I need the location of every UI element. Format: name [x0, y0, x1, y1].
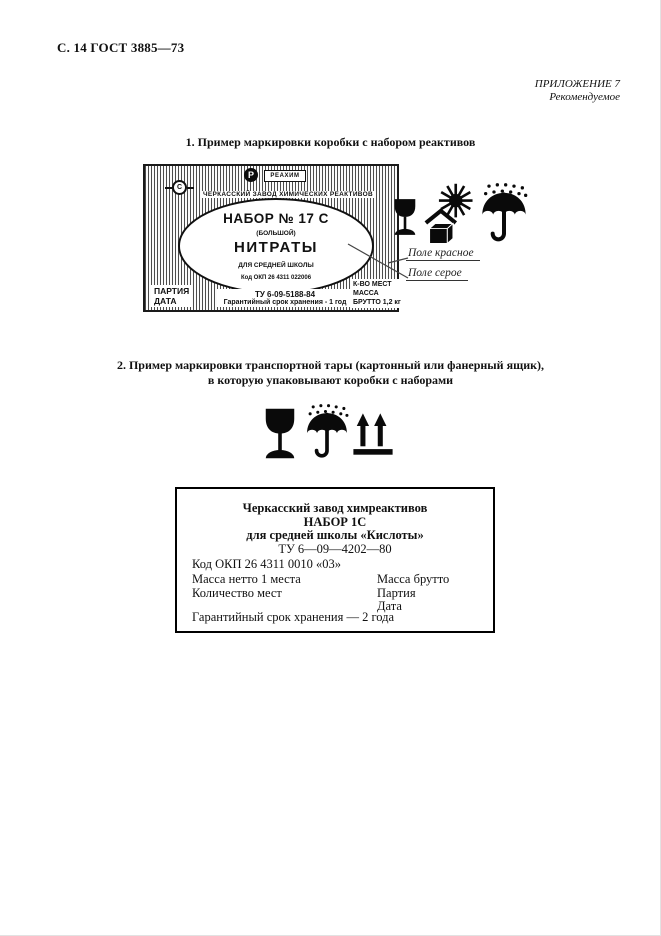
mass-brutto-label: Масса брутто: [377, 572, 450, 586]
section2-heading-line1: 2. Пример маркировки транспортной тары (картонный или фанерный ящик),: [116, 358, 545, 372]
for-school-note: ДЛЯ СРЕДНЕЙ ШКОЛЫ: [238, 262, 314, 269]
annotation-red-field: Поле красное: [406, 247, 480, 261]
date-label: ДАТА: [154, 296, 177, 306]
section1-heading: 1. Пример маркировки коробки с набором реактивов: [185, 135, 476, 149]
quantity-label: Количество мест: [192, 585, 282, 600]
transport-label-box: [175, 487, 495, 633]
emblem-dash-left: [165, 187, 172, 189]
factory-name: ЧЕРКАССКИЙ ЗАВОД ХИМИЧЕСКИХ РЕАКТИВОВ: [203, 191, 373, 198]
appendix-title: ПРИЛОЖЕНИЕ 7: [534, 78, 620, 90]
product-name: НИТРАТЫ: [234, 239, 318, 256]
transport-okp-code: Код ОКП 26 4311 0010 «03»: [192, 557, 342, 571]
transport-factory: Черкасский завод химреактивов: [242, 501, 428, 515]
reachim-logo-icon: Р: [244, 168, 258, 182]
tu-warranty-box: [217, 289, 353, 307]
transport-set-name: НАБОР 1С: [303, 514, 367, 529]
fragile-icon: [262, 400, 298, 467]
tu-number: ТУ 6-09-5188-84: [254, 290, 316, 299]
transport-left-column: [192, 573, 301, 600]
places-label: К-ВО МЕСТ: [353, 281, 392, 288]
keep-dry-icon: [304, 398, 350, 468]
size-note: (БОЛЬШОЙ): [256, 230, 296, 237]
mass-netto-label: Масса нетто 1 места: [192, 572, 301, 586]
transport-warranty: Гарантийный срок хранения — 2 года: [192, 610, 395, 624]
appendix-block: [535, 78, 620, 104]
keep-dry-icon: [479, 179, 529, 250]
date-label: Дата: [377, 599, 402, 613]
annotation-grey-field: Поле серое: [406, 267, 468, 281]
keep-away-from-heat-icon: [424, 180, 480, 251]
set-name: НАБОР № 17 С: [223, 211, 329, 226]
section2-heading-line2: в которую упаковывают коробки с наборами: [207, 373, 454, 387]
party-date-box: [151, 285, 192, 307]
brand-label: РЕАХИМ: [264, 170, 306, 182]
transport-tu: ТУ 6—09—4202—80: [278, 541, 392, 556]
appendix-subtitle: Рекомендуемое: [549, 91, 620, 103]
transport-label-header: [177, 502, 493, 556]
this-way-up-icon: [352, 400, 394, 466]
section2-heading: [0, 358, 661, 388]
transport-for-school: для средней школы «Кислоты»: [246, 528, 424, 542]
brutto-label: БРУТТО 1,2 кг: [353, 299, 401, 306]
party-label: Партия: [377, 585, 416, 600]
warranty-note: Гарантийный срок хранения - 1 год: [223, 299, 347, 306]
okp-code: Код ОКП 26 4311 022006: [240, 275, 312, 281]
page-header: С. 14 ГОСТ 3885—73: [57, 40, 185, 55]
leader-lines: [338, 236, 416, 288]
mass-label: МАССА: [353, 290, 379, 297]
party-label: ПАРТИЯ: [154, 286, 190, 296]
emblem-circle: С: [172, 180, 187, 195]
transport-right-column: [377, 573, 449, 614]
